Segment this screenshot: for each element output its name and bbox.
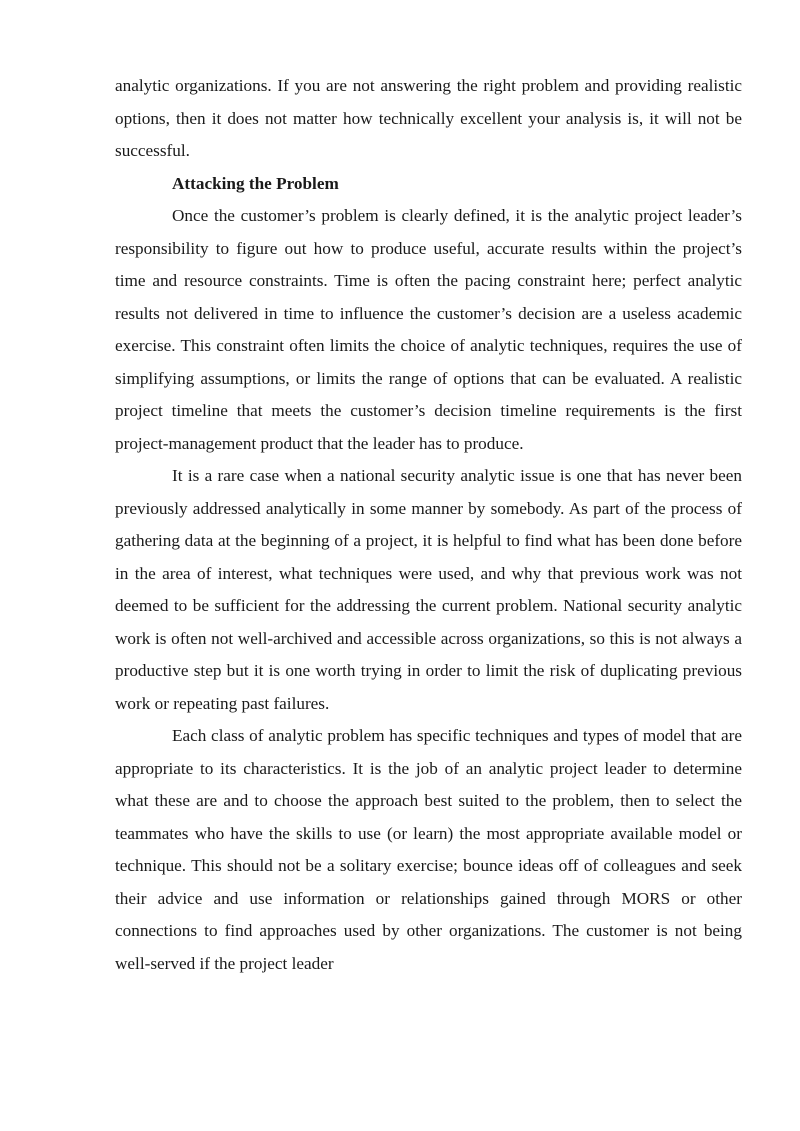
section-heading: Attacking the Problem	[172, 173, 339, 193]
paragraph-3: Each class of analytic problem has specific techniques and types of model that are appropriate to its characteristics. It is the job of an analytic project leader to determine what these are and to choose the approach best suited to the problem, then to select the teammates who have the skills to use (or learn) the most appropriate available model or technique. This should not be a solitary exercise; bounce ideas off of colleagues and seek their advice and use information or relationships gained through MORS or other connections to find approaches used by other organizations. The customer is not being well-served if the project leader	[115, 726, 742, 973]
document-page	[115, 70, 742, 980]
paragraph-continued: analytic organizations. If you are not answering the right problem and providing realistic options, then it does not matter how technically excellent your analysis is, it will not be successful.	[115, 76, 742, 160]
paragraph-1: Once the customer’s problem is clearly defined, it is the analytic project leader’s responsibility to figure out how to produce useful, accurate results within the project’s time and resource constraints. Time is often the pacing constraint here; perfect analytic results not delivered in time to influence the customer’s decision are a useless academic exercise. This constraint often limits the choice of analytic techniques, requires the use of simplifying assumptions, or limits the range of options that can be evaluated. A realistic project timeline that meets the customer’s decision timeline requirements is the first project-management product that the leader has to produce.	[115, 206, 742, 453]
paragraph-2: It is a rare case when a national security analytic issue is one that has never been previously addressed analytically in some manner by somebody. As part of the process of gathering data at the beginning of a project, it is helpful to find what has been done before in the area of interest, what techniques were used, and why that previous work was not deemed to be sufficient for the addressing the current problem. National security analytic work is often not well-archived and accessible across organizations, so this is not always a productive step but it is one worth trying in order to limit the risk of duplicating previous work or repeating past failures.	[115, 466, 742, 713]
